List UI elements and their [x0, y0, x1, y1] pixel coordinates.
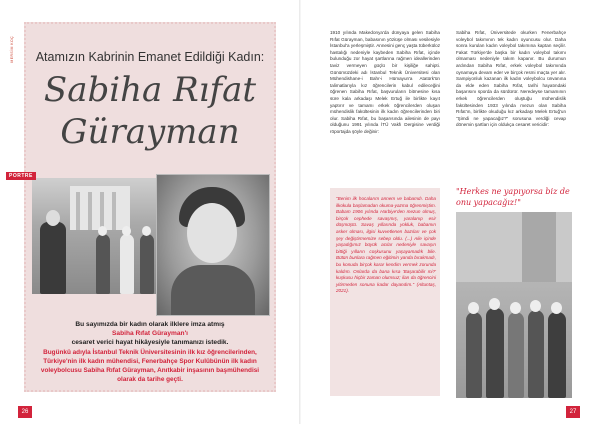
construction-group-photo [456, 212, 572, 398]
group-photo [32, 178, 164, 294]
article-title-line2: Gürayman [60, 112, 240, 152]
body-column-2: Sabiha Rıfat, Üniversitede okurken Fenerbahçe voleybol takımının tek kadın oyuncusu olur. Daha sonra kurulan kadın voleybol takımına kaptan seçilir. Fakat Türkiye'de başka bir kadın voleybol takımı olmaması nedeniyle takım kapanır. Bu durumun ardından Sabiha Rıfat, erkek voleybol takımında oynamaya devam eder ve birçok resmi maçta yer alır. Sampiyonluk kazanan ilk kadın voleybolcu ünvanına da elde eden Sabiha Rıfat, tarihi hayatındaki başarısını sporda da sürdürür. Neredeyse tamamının erkek öğrencilerden oluştuğu mühendislik fakültesinden 1933 yılında mezun olan Sabiha Rıfat'ın, birlikte okuduğu kız arkadaşı Melek Ertuğ'un "Şimdi ne yapacağız?" sorusuna verdiği cevap dönemin şartları için oldukça cesaret vericidir: [456, 30, 566, 128]
section-tag: PORTRE [6, 172, 36, 180]
article-title-line1: Sabiha Rıfat [43, 70, 257, 110]
caption-line-3: cesaret verici hayat hikâyesiyle tanımanızı istedik. [71, 339, 229, 346]
pull-quote: "Herkes ne yapıyorsa biz de onu yapacağız!" [456, 187, 570, 207]
intro-paragraph: Bugünkü adıyla İstanbul Teknik Üniversitesinin ilk kız öğrencilerinden, Türkiye'nin ilk kadın mühendisi, Fenerbahçe Spor Kulübünün ilk kadın voleybolcusu Sabiha Rıfat Gürayman, Anıtkabir inşasının başmühendisi olarak da tarihe geçti. [40, 349, 260, 383]
portrait-photo [156, 174, 270, 316]
quote-text: "Benim ilk hocalarım annem ve babamdı. Daha ilkokula başlamadan okuma-yazma öğrenmiştim. Babam 1906 yılında Harbiye'den mezun olmuş, birçok cephede savaşmış, yaralanıp esir düşmüştü. Savaş yıllarında yokluk, babamın asker olması, ilgisi kuvvetlenen bazıları ve çok şey değiştirmemize sebep oldu. (...) Aile içinde yaşadığımız büyük acılar nedeniyle savaşın bittiği yılların coşkusunu yaşayamadık bile. Bütün bunlara rağmen eğitimin yanda bırakmadı, bu konuda birçok karar kendim vermek zorunda kaldım. Onlarda da bana kısa 'Başarabilir mi?' kuşkusu hiçbir zaman olumsuz; ilan da öğrencini yitirmeden sonuna kadar dayandım." (Altuntaş, 2021). [336, 196, 436, 294]
page-spine [299, 0, 301, 424]
author-vertical: MERSİM KOÇ [10, 36, 14, 63]
caption-highlight: Sabiha Rıfat Gürayman'ı [112, 330, 188, 337]
page-number-left: 26 [18, 406, 32, 418]
page-number-right: 27 [566, 406, 580, 418]
intro-caption [42, 320, 258, 347]
body-column-1: 1910 yılında Makedonya'da dünyaya gelen Sabiha Rıfat Gürayman, babasının yöziüşe olması vesilesiyle İstanbul'a yerleşmiştir. Annesini genç yaşta tüberküloz hastalığı nedeniyle kaybeden Sabiha Rıfat, içinde bulunduğu zor hayat şartlarına rağmen ideallerinden taviz vermeyen güçlü bir kişiliğe sahipti. Günümüzdeki adı İstanbul Teknik Üniversitesi olan Mühendishane-i Bahr-i Hümayun'a Atatürk'ün talimatlarıyla kız öğrencilerin kabul edileceğini öğrenen Sabiha Rıfat, başvuruların bitmesine kısa süre kala arkadaşı Melek Ertuğ ile birlikte kayıt yaptırır ve tamamı erkek öğrencilerden oluşan mühendislik fakültesinin ilk kadın öğrencilerinden biri olur. Sabiha Rıfat, bu başarısında ailesinin de payı olduğunu 1991 yılında İTÜ Vakfı Dergisine verdiği röportajda şöyle değinir: [330, 30, 440, 134]
article-heading: Atamızın Kabrinin Emanet Edildiği Kadın: [35, 50, 265, 64]
caption-line-1: Bu sayımızda bir kadın olarak ilklere imza atmış [75, 321, 225, 328]
